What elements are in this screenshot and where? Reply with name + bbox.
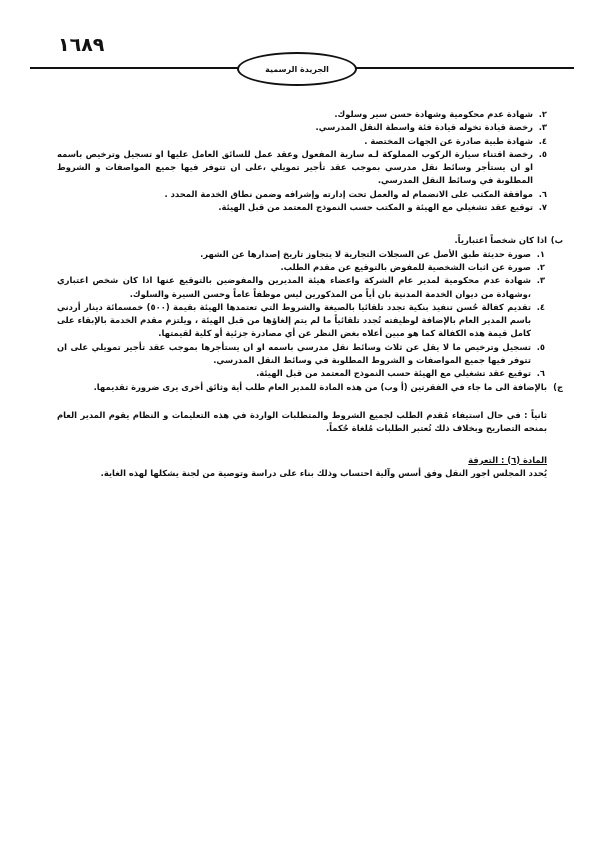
list-item xyxy=(57,148,547,188)
list-item xyxy=(57,121,547,134)
section-b-heading xyxy=(57,234,563,247)
list-item xyxy=(57,341,545,368)
list-item xyxy=(57,248,545,261)
section-b-title: اذا كان شخصاً اعتبارياً. xyxy=(454,235,547,246)
item-text: تسجيل وترخيص ما لا يقل عن ثلاث وسائط نقل مدرسي باسمه او ان يستأجرها بموجب عقد تأجير تمويلي على ان تتوفر فيها جميع المواصفات و الشروط المطلوبة في وسائط النقل المدرسي. xyxy=(57,341,531,366)
item-number: ٤. xyxy=(538,135,547,146)
item-number: ٥. xyxy=(538,148,547,159)
item-number: ٢. xyxy=(538,109,547,119)
gazette-title-oval xyxy=(237,52,357,86)
item-text: موافقة المكتب على الانضمام له والعمل تحت إدارته وإشرافه وضمن نطاق الخدمة المحدد . xyxy=(164,188,533,199)
section-j-label: ج) xyxy=(553,381,563,392)
section-b-label: ب) xyxy=(550,235,563,246)
item-text: توقيع عقد تشغيلي مع الهيئة حسب النموذج المعتمد من قبل الهيئة. xyxy=(256,368,531,379)
list-item xyxy=(57,108,547,121)
item-text: رخصة قيادة تخوله قيادة فئة واسطة النقل المدرسي. xyxy=(315,122,533,133)
item-number: ٣. xyxy=(538,122,547,133)
item-text: شهادة عدم محكومية لمدير عام الشركة واعضاء هيئة المديرين والمفوضين بالتوقيع عنها اذا كان شخص اعتباري ،وشهادة من ديوان الخدمة المدنية بان أياً من المذكورين ليس موظفاً عاماً وحسن السيرة والسلوك. xyxy=(57,275,531,299)
item-text: رخصة اقتناء سيارة الركوب المملوكة لـه سارية المفعول وعقد عمل للسائق العامل عليها او تسجيل وترخيص باسمه او ان يستأجر وسائط نقل مدرسي بموجب عقد تأجير تمويلي ،على ان تتوفر فيها جميع المواصفات و الشروط المطلوبة في وسائط النقل المدرسي. xyxy=(57,148,533,186)
list-item xyxy=(57,261,545,274)
item-number: ٣. xyxy=(536,275,545,286)
item-number: ٧. xyxy=(538,202,547,213)
section-j xyxy=(57,381,563,394)
item-number: ٦. xyxy=(538,188,547,199)
item-text: صورة عن اثبات الشخصية للمفوض بالتوقيع عن مقدم الطلب. xyxy=(280,261,531,272)
article-body: يُحدد المجلس اجور النقل وفق أسس وآلية احتساب وذلك بناء على دراسة وتوصية من لجنة يشكلها لهذه الغاية. xyxy=(100,467,547,478)
list-item xyxy=(57,367,545,380)
gazette-title: الجريدة الرسمية xyxy=(265,64,329,74)
second-paragraph: ثانياً : في حال استيفاء مُقدم الطلب لجميع الشروط والمتطلبات الواردة في هذه التعليمات و النظام يقوم المدير العام بمنحه التصاريح وبخلاف ذلك تُعتبر الطلبات مُلغاة حُكماً. xyxy=(57,409,547,434)
item-text: شهادة طبية صادرة عن الجهات المختصة . xyxy=(364,135,533,146)
item-text: صورة حديثة طبق الأصل عن السجلات التجارية لا يتجاوز تاريخ إصدارها عن الشهر. xyxy=(200,248,531,259)
section-j-text: بالإضافة الى ما جاء في الفقرتين (أ وب) من هذه المادة للمدير العام طلب أية وثائق أخرى يرى ضرورة تقديمها. xyxy=(93,381,547,392)
list-item xyxy=(57,188,547,201)
item-number: ٤. xyxy=(536,301,545,312)
requirements-list-b xyxy=(57,248,545,381)
item-number: ٢. xyxy=(536,261,545,272)
page-number: ١٦٨٩ xyxy=(58,34,105,56)
item-number: ١. xyxy=(536,248,545,259)
item-number: ٥. xyxy=(536,341,545,352)
requirements-list-a xyxy=(57,108,547,214)
item-text: تقديم كفالة حُسن تنفيذ بنكية تجدد تلقائيا بالصيغة والشروط التي تعتمدها الهيئة بقيمة (٥٠٠) خمسمائة دينار أردني باسم المدير العام بالإضافة لوظيفته تُجدد تلقائياً ما لم يتم إلغاؤها من قبل الهيئة ، ويلتزم مقدم الخدمة بالإبقاء على كامل قيمة هذه الكفالة كما هو مبين أعلاه بغض النظر عن أي مصادرة جزئية أو كلية لقيمتها. xyxy=(57,301,531,339)
item-number: ٦. xyxy=(536,368,545,379)
item-text: شهادة عدم محكومية وشهادة حسن سير وسلوك. xyxy=(334,109,533,119)
item-text: توقيع عقد تشغيلي مع الهيئة و المكتب حسب النموذج المعتمد من قبل الهيئة. xyxy=(218,202,533,213)
list-item xyxy=(57,201,547,214)
list-item xyxy=(57,274,545,301)
list-item xyxy=(57,301,545,341)
article-title: المادة (٦) : التعرفة xyxy=(468,454,547,465)
list-item xyxy=(57,135,547,148)
document-body xyxy=(57,108,563,480)
